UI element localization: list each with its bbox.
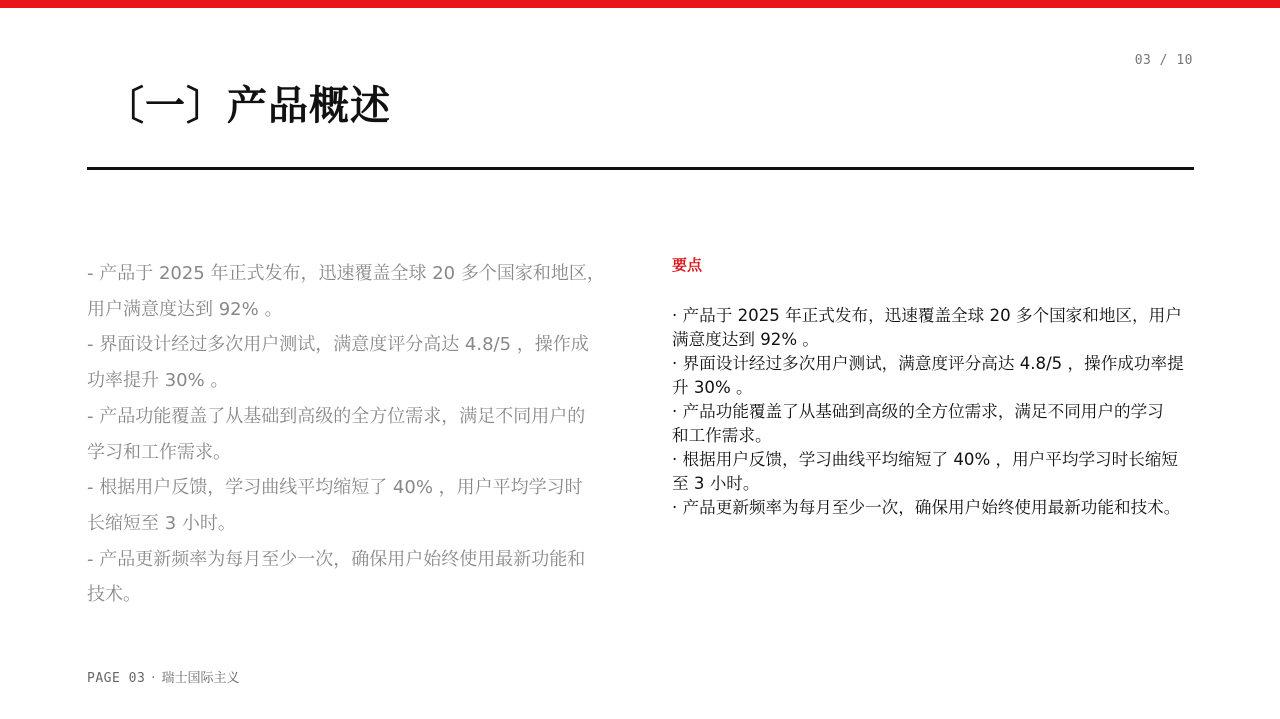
top-accent-bar <box>0 0 1280 8</box>
footer <box>87 670 239 688</box>
key-point-line: · 根据用户反馈，学习曲线平均缩短了 40% ，用户平均学习时长缩短 <box>672 450 1179 469</box>
paragraph-line: - 根据用户反馈，学习曲线平均缩短了 40% ，用户平均学习时 <box>87 477 583 499</box>
body-paragraph <box>87 327 617 398</box>
paragraph-line: - 产品更新频率为每月至少一次，确保用户始终使用最新功能和 <box>87 548 586 570</box>
paragraph-line: 用户满意度达到 92% 。 <box>87 298 283 320</box>
key-point-line: · 产品更新频率为每月至少一次，确保用户始终使用最新功能和技术。 <box>672 498 1181 517</box>
title-divider <box>87 167 1194 170</box>
key-point-line: · 产品于 2025 年正式发布，迅速覆盖全球 20 多个国家和地区，用户 <box>672 306 1182 325</box>
paragraph-line: 技术。 <box>87 584 141 606</box>
key-point-line: 和工作需求。 <box>672 426 772 445</box>
key-point-item <box>672 352 1212 400</box>
key-points-heading: 要点 <box>672 256 703 274</box>
body-paragraph <box>87 542 617 613</box>
body-text <box>87 256 617 613</box>
page-title: 〔一〕产品概述 <box>104 83 391 129</box>
key-point-line: 满意度达到 92% 。 <box>672 330 819 349</box>
paragraph-line: 长缩短至 3 小时。 <box>87 512 236 534</box>
key-point-item <box>672 496 1212 520</box>
key-points-list <box>672 304 1212 520</box>
paragraph-line: - 产品功能覆盖了从基础到高级的全方位需求，满足不同用户的 <box>87 405 586 427</box>
paragraph-line: - 产品于 2025 年正式发布，迅速覆盖全球 20 多个国家和地区， <box>87 263 605 284</box>
footer-page-label: PAGE 03 <box>87 671 146 686</box>
paragraph-line: - 界面设计经过多次用户测试，满意度评分高达 4.8/5 ，操作成 <box>87 334 589 356</box>
key-point-line: · 界面设计经过多次用户测试，满意度评分高达 4.8/5 ，操作成功率提 <box>672 354 1184 373</box>
key-point-item <box>672 400 1212 448</box>
page-indicator: 03 / 10 <box>1134 53 1193 68</box>
key-points-panel <box>672 254 1212 520</box>
key-point-line: · 产品功能覆盖了从基础到高级的全方位需求，满足不同用户的学习 <box>672 402 1164 421</box>
body-paragraph <box>87 399 617 470</box>
key-point-item <box>672 448 1212 496</box>
footer-separator: · <box>151 671 156 686</box>
key-point-item <box>672 304 1212 352</box>
key-point-line: 至 3 小时。 <box>672 474 760 493</box>
body-paragraph <box>87 470 617 541</box>
paragraph-line: 功率提升 30% 。 <box>87 370 229 392</box>
body-paragraph <box>87 256 617 327</box>
footer-text: 瑞士国际主义 <box>161 671 240 686</box>
key-point-line: 升 30% 。 <box>672 378 753 397</box>
paragraph-line: 学习和工作需求。 <box>87 441 231 463</box>
